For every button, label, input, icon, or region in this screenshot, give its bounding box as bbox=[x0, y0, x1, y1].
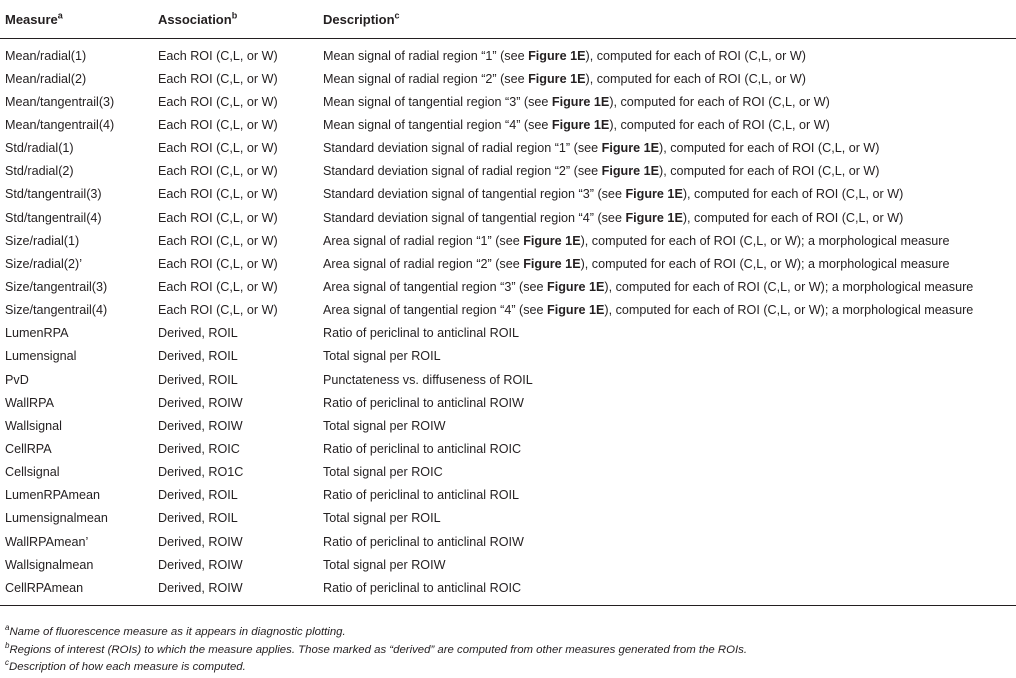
table-row bbox=[0, 391, 1016, 414]
cell-association: Derived, RO1C bbox=[158, 465, 244, 480]
cell-association: Each ROI (C,L, or W) bbox=[158, 233, 278, 248]
cell-measure: Size/tangentrail(4) bbox=[5, 303, 108, 318]
table-row bbox=[0, 368, 1016, 391]
cell-measure: Std/tangentrail(4) bbox=[5, 210, 102, 225]
table-row bbox=[0, 484, 1016, 507]
cell-association: Each ROI (C,L, or W) bbox=[158, 48, 278, 63]
cell-description bbox=[318, 368, 1016, 391]
description-text: Total signal per ROIL bbox=[323, 349, 441, 364]
table-row bbox=[0, 299, 1016, 322]
cell-measure: Mean/radial(2) bbox=[5, 71, 87, 86]
cell-association: Derived, ROIL bbox=[158, 326, 238, 341]
table-row bbox=[0, 90, 1016, 113]
description-text-after: ), computed for each of ROI (C,L, or W); a morphological measure bbox=[604, 303, 974, 318]
description-text: Mean signal of radial region “2” (see bbox=[323, 71, 529, 86]
table-row bbox=[0, 113, 1016, 136]
table-row bbox=[0, 576, 1016, 606]
cell-association: Each ROI (C,L, or W) bbox=[158, 117, 278, 132]
cell-measure: Lumensignalmean bbox=[5, 511, 108, 526]
footnote bbox=[5, 642, 1010, 660]
cell-measure: Std/radial(2) bbox=[5, 164, 74, 179]
description-text-after: ), computed for each of ROI (C,L, or W); a morphological measure bbox=[604, 279, 974, 294]
cell-description bbox=[318, 299, 1016, 322]
header-row bbox=[0, 0, 1016, 39]
cell-association: Each ROI (C,L, or W) bbox=[158, 71, 278, 86]
cell-description bbox=[318, 391, 1016, 414]
description-text: Total signal per ROIW bbox=[323, 418, 446, 433]
header-measure-label: Measure bbox=[5, 11, 58, 27]
cell-association: Each ROI (C,L, or W) bbox=[158, 187, 278, 202]
table-row bbox=[0, 252, 1016, 275]
cell-association: Derived, ROIC bbox=[158, 441, 240, 456]
table-row bbox=[0, 322, 1016, 345]
cell-association: Each ROI (C,L, or W) bbox=[158, 279, 278, 294]
description-text: Ratio of periclinal to anticlinal ROIC bbox=[323, 441, 522, 456]
cell-description bbox=[318, 553, 1016, 576]
description-text: Area signal of radial region “2” (see bbox=[323, 256, 524, 271]
cell-description bbox=[318, 67, 1016, 90]
footnote-text: Name of fluorescence measure as it appears in diagnostic plotting. bbox=[9, 626, 346, 638]
cell-description bbox=[318, 183, 1016, 206]
cell-measure: Wallsignalmean bbox=[5, 557, 94, 572]
figure-reference-link[interactable]: Figure 1E bbox=[547, 279, 605, 294]
description-text: Punctateness vs. diffuseness of ROIL bbox=[323, 372, 533, 387]
description-text-after: ), computed for each of ROI (C,L, or W) bbox=[682, 210, 904, 225]
description-text: Ratio of periclinal to anticlinal ROIL bbox=[323, 326, 519, 341]
cell-association: Derived, ROIL bbox=[158, 511, 238, 526]
cell-description bbox=[318, 137, 1016, 160]
table-row bbox=[0, 206, 1016, 229]
figure-reference-link[interactable]: Figure 1E bbox=[551, 117, 610, 132]
figure-reference-link[interactable]: Figure 1E bbox=[523, 233, 581, 248]
figure-reference-link[interactable]: Figure 1E bbox=[625, 187, 683, 202]
figure-reference-link[interactable]: Figure 1E bbox=[601, 164, 660, 179]
cell-association: Derived, ROIW bbox=[158, 395, 243, 410]
header-association-label: Association bbox=[158, 11, 232, 27]
figure-reference-link[interactable]: Figure 1E bbox=[523, 256, 581, 271]
description-text-after: ), computed for each of ROI (C,L, or W); a morphological measure bbox=[580, 233, 950, 248]
cell-description bbox=[318, 252, 1016, 275]
description-text: Total signal per ROIL bbox=[323, 511, 441, 526]
footnotes bbox=[5, 624, 1010, 677]
table-row bbox=[0, 461, 1016, 484]
table-row bbox=[0, 183, 1016, 206]
table-body bbox=[0, 39, 1016, 606]
description-text-after: ), computed for each of ROI (C,L, or W); a morphological measure bbox=[580, 256, 950, 271]
table-row bbox=[0, 275, 1016, 298]
cell-association: Each ROI (C,L, or W) bbox=[158, 141, 278, 156]
cell-measure: LumenRPAmean bbox=[5, 488, 100, 503]
header-measure-note: a bbox=[57, 10, 63, 21]
cell-description bbox=[318, 275, 1016, 298]
cell-measure: Lumensignal bbox=[5, 349, 77, 364]
table-row bbox=[0, 229, 1016, 252]
description-text: Ratio of periclinal to anticlinal ROIW bbox=[323, 534, 524, 549]
footnote-mark: a bbox=[5, 623, 10, 633]
cell-description bbox=[318, 437, 1016, 460]
table-row bbox=[0, 345, 1016, 368]
cell-association: Each ROI (C,L, or W) bbox=[158, 164, 278, 179]
description-text: Total signal per ROIW bbox=[323, 557, 446, 572]
description-text: Standard deviation signal of radial region “1” (see bbox=[323, 141, 602, 156]
cell-measure: Size/radial(2)’ bbox=[5, 256, 82, 271]
description-text-after: ), computed for each of ROI (C,L, or W) bbox=[585, 71, 806, 86]
table-row bbox=[0, 67, 1016, 90]
cell-description bbox=[318, 160, 1016, 183]
cell-measure: Mean/tangentrail(3) bbox=[5, 94, 115, 109]
cell-description bbox=[318, 39, 1016, 68]
cell-measure: Std/radial(1) bbox=[5, 141, 74, 156]
cell-association: Each ROI (C,L, or W) bbox=[158, 94, 278, 109]
cell-measure: Mean/radial(1) bbox=[5, 48, 87, 63]
description-text: Ratio of periclinal to anticlinal ROIC bbox=[323, 580, 522, 595]
cell-association: Derived, ROIL bbox=[158, 488, 238, 503]
figure-reference-link[interactable]: Figure 1E bbox=[528, 71, 586, 86]
figure-reference-link[interactable]: Figure 1E bbox=[551, 94, 610, 109]
cell-association: Each ROI (C,L, or W) bbox=[158, 256, 278, 271]
table-row bbox=[0, 137, 1016, 160]
cell-measure: Wallsignal bbox=[5, 418, 62, 433]
cell-description bbox=[318, 345, 1016, 368]
cell-description bbox=[318, 113, 1016, 136]
header-description-label: Description bbox=[323, 11, 395, 27]
cell-association: Each ROI (C,L, or W) bbox=[158, 303, 278, 318]
cell-description bbox=[318, 530, 1016, 553]
description-text: Mean signal of tangential region “3” (see bbox=[323, 94, 552, 109]
cell-description bbox=[318, 576, 1016, 606]
table-row bbox=[0, 437, 1016, 460]
figure-reference-link[interactable]: Figure 1E bbox=[547, 303, 605, 318]
cell-measure: LumenRPA bbox=[5, 326, 69, 341]
cell-measure: CellRPA bbox=[5, 441, 52, 456]
cell-description bbox=[318, 484, 1016, 507]
cell-measure: Size/radial(1) bbox=[5, 233, 80, 248]
description-text-after: ), computed for each of ROI (C,L, or W) bbox=[609, 117, 830, 132]
cell-measure: CellRPAmean bbox=[0, 576, 153, 606]
figure-reference-link[interactable]: Figure 1E bbox=[601, 141, 660, 156]
description-text: Area signal of tangential region “4” (see bbox=[323, 303, 548, 318]
footnote-mark: c bbox=[5, 658, 9, 668]
description-text-after: ), computed for each of ROI (C,L, or W) bbox=[659, 164, 880, 179]
cell-measure: WallRPAmean’ bbox=[5, 534, 89, 549]
footnote bbox=[5, 624, 1010, 642]
cell-description bbox=[318, 322, 1016, 345]
description-text: Standard deviation signal of tangential region “3” (see bbox=[323, 187, 626, 202]
header-measure bbox=[0, 0, 153, 39]
header-association bbox=[153, 0, 318, 39]
description-text: Area signal of radial region “1” (see bbox=[323, 233, 524, 248]
cell-measure: Mean/tangentrail(4) bbox=[5, 117, 115, 132]
figure-reference-link[interactable]: Figure 1E bbox=[625, 210, 683, 225]
cell-measure: Size/tangentrail(3) bbox=[5, 279, 108, 294]
header-description bbox=[318, 0, 1016, 39]
header-description-note: c bbox=[394, 10, 400, 21]
table-row bbox=[0, 160, 1016, 183]
description-text: Standard deviation signal of tangential region “4” (see bbox=[323, 210, 626, 225]
cell-description bbox=[318, 90, 1016, 113]
footnote-mark: b bbox=[5, 640, 10, 650]
footnote-text: Regions of interest (ROIs) to which the measure applies. Those marked as “derived” are computed from other measures generated from the ROIs. bbox=[9, 643, 748, 656]
description-text: Mean signal of radial region “1” (see bbox=[323, 48, 529, 63]
description-text-after: ), computed for each of ROI (C,L, or W) bbox=[609, 94, 830, 109]
cell-association: Each ROI (C,L, or W) bbox=[158, 210, 278, 225]
header-association-note: b bbox=[231, 10, 238, 21]
cell-description bbox=[318, 507, 1016, 530]
cell-measure: WallRPA bbox=[5, 395, 54, 410]
cell-association: Derived, ROIW bbox=[158, 557, 243, 572]
cell-association: Derived, ROIW bbox=[158, 418, 243, 433]
cell-association: Derived, ROIL bbox=[158, 372, 238, 387]
table-row bbox=[0, 553, 1016, 576]
cell-measure: Std/tangentrail(3) bbox=[5, 187, 102, 202]
cell-description bbox=[318, 414, 1016, 437]
description-text: Total signal per ROIC bbox=[323, 465, 443, 480]
description-text: Ratio of periclinal to anticlinal ROIL bbox=[323, 488, 519, 503]
table-row bbox=[0, 39, 1016, 68]
footnote-text: Description of how each measure is computed. bbox=[9, 661, 246, 673]
description-text: Ratio of periclinal to anticlinal ROIW bbox=[323, 395, 524, 410]
cell-measure: PvD bbox=[5, 372, 29, 387]
cell-description bbox=[318, 206, 1016, 229]
description-text: Area signal of tangential region “3” (see bbox=[323, 279, 548, 294]
description-text-after: ), computed for each of ROI (C,L, or W) bbox=[682, 187, 904, 202]
cell-measure: Cellsignal bbox=[5, 465, 60, 480]
cell-association: Derived, ROIL bbox=[158, 349, 238, 364]
cell-association: Derived, ROIW bbox=[153, 576, 318, 606]
figure-reference-link[interactable]: Figure 1E bbox=[528, 48, 586, 63]
description-text: Mean signal of tangential region “4” (see bbox=[323, 117, 552, 132]
description-text: Standard deviation signal of radial region “2” (see bbox=[323, 164, 602, 179]
cell-association: Derived, ROIW bbox=[158, 534, 243, 549]
description-text-after: ), computed for each of ROI (C,L, or W) bbox=[659, 141, 880, 156]
table-row bbox=[0, 414, 1016, 437]
description-text-after: ), computed for each of ROI (C,L, or W) bbox=[585, 48, 806, 63]
cell-description bbox=[318, 229, 1016, 252]
cell-description bbox=[318, 461, 1016, 484]
footnote bbox=[5, 659, 1010, 677]
table-row bbox=[0, 530, 1016, 553]
table-row bbox=[0, 507, 1016, 530]
